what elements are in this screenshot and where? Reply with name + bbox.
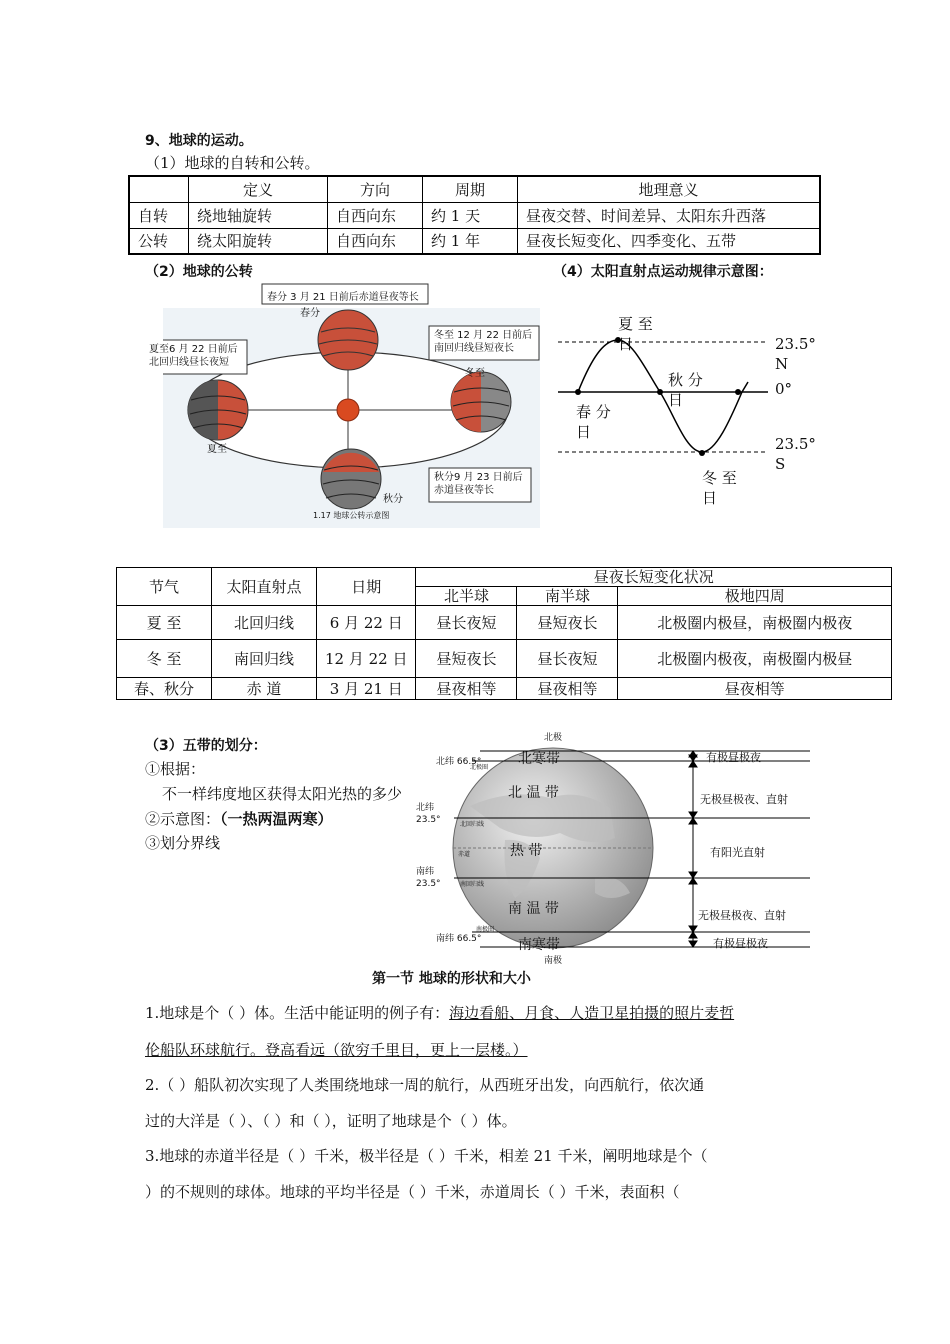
sine-spring-label: 春 分 日 [576, 403, 611, 441]
range-label-3: 有阳光直射 [710, 846, 765, 859]
orbit-top-caption: 春分 3 月 21 日前后赤道昼夜等长 [267, 292, 419, 303]
range-arrows [689, 751, 697, 947]
t2-r2-c4: 昼夜相等 [517, 678, 618, 700]
t2-r1-c1: 南回归线 [212, 640, 317, 678]
t2-h-change: 昼夜长短变化状况 [416, 568, 892, 587]
t1-r0-c0: 自转 [129, 202, 189, 228]
sub4-title: （4）太阳直射点运动规律示意图： [553, 264, 773, 280]
section9-title: 9、地球的运动。 [145, 133, 253, 149]
q3-b: ）的不规则的球体。地球的平均半径是（ ）千米，赤道周长（ ）千米，表面积（ [145, 1183, 680, 1201]
t1-h1: 定义 [189, 176, 328, 202]
t2-r2-c2: 3 月 21 日 [317, 678, 416, 700]
t2-r0-c5: 北极圈内极昼，南极圈内极夜 [618, 606, 892, 640]
s235-label: 南纬 23.5° [416, 867, 441, 889]
q2-a: 2.（ ）船队初次实现了人类围绕地球一周的航行，从西班牙出发，向西航行，依次通 [145, 1076, 705, 1094]
t2-r0-c0: 夏 至 [117, 606, 212, 640]
t2-h-point: 太阳直射点 [212, 568, 317, 606]
t2-r1-c0: 冬 至 [117, 640, 212, 678]
t2-r1-c4: 昼长夜短 [517, 640, 618, 678]
next-spring-point [735, 389, 741, 395]
sine-zero-label: 0° [775, 380, 793, 398]
t2-r2-c1: 赤 道 [212, 678, 317, 700]
t2-h-date: 日期 [317, 568, 416, 606]
sine-winter-label: 冬 至 日 [702, 469, 737, 507]
equator-label: 赤道 [458, 851, 471, 858]
sub1-title: （1）地球的自转和公转。 [145, 154, 320, 172]
t1-h3: 周期 [423, 176, 518, 202]
autumn-point [657, 389, 663, 395]
orbit-winter-note: 冬至 12 月 22 日前后 南回归线昼短夜长 [434, 330, 533, 354]
t1-h4: 地理意义 [518, 176, 821, 202]
section-title: 第一节 地球的形状和大小 [372, 971, 531, 987]
t1-h2: 方向 [328, 176, 423, 202]
basis-text: 不一样纬度地区获得太阳光热的多少 [162, 785, 403, 803]
t1-r1-c4: 昼夜长短变化、四季变化、五带 [518, 228, 821, 254]
orbit-figure [149, 282, 540, 528]
t1-r1-c3: 约 1 年 [423, 228, 518, 254]
boundary-label: ③划分界线 [145, 834, 221, 852]
zone-north-temperate: 北 温 带 [508, 785, 559, 801]
range-label-2: 无极昼极夜、直射 [700, 793, 788, 806]
t2-h-north: 北半球 [416, 587, 517, 606]
t2-r0-c3: 昼长夜短 [416, 606, 517, 640]
sine-summer-label: 夏 至 日 [618, 315, 653, 353]
t2-r2-c0: 春、秋分 [117, 678, 212, 700]
orbit-winter-label: 冬至 [465, 368, 485, 379]
q1-a: 1.地球是个（ ）体。生活中能证明的例子有： [145, 1004, 450, 1022]
orbit-figure-caption: 1.17 地球公转示意图 [313, 511, 390, 520]
earth-winter-icon [451, 372, 511, 432]
orbit-spring-label: 春分 [300, 308, 320, 319]
sub3-title: （3）五带的划分： [145, 738, 267, 754]
q1-line1 [145, 1002, 734, 1023]
s665-label: 南纬 66.5° [436, 934, 482, 944]
t2-r0-c4: 昼短夜长 [517, 606, 618, 640]
t1-r0-c2: 自西向东 [328, 202, 423, 228]
n665-label: 北纬 66.5° [436, 757, 482, 767]
basis-label: ①根据： [145, 760, 206, 778]
t2-h-jieqi: 节气 [117, 568, 212, 606]
t1-r0-c3: 约 1 天 [423, 202, 518, 228]
earth-autumn-icon [321, 449, 381, 509]
t1-r0-c1: 绕地轴旋转 [189, 202, 328, 228]
sun-point-diagram [556, 310, 816, 510]
orbit-summer-note: 夏至6 月 22 日前后 北回归线昼长夜短 [149, 344, 238, 368]
sine-n-label: 23.5° N [775, 335, 816, 373]
antarctic-label: 南极圈 [476, 926, 495, 933]
five-zones-figure [410, 728, 810, 966]
earth-summer-icon [188, 380, 248, 440]
t1-r0-c4: 昼夜交替、时间差异、太阳东升西落 [518, 202, 821, 228]
zone-south-temperate: 南 温 带 [508, 901, 559, 917]
q2-b: 过的大洋是（ ）、（ ）和（ ），证明了地球是个（ ）体。 [145, 1112, 517, 1130]
north-pole-label: 北极 [544, 733, 563, 743]
q1-c: 伦船队环球航行。登高看远（欲穷千里目，更上一层楼。） [145, 1041, 528, 1059]
t2-r2-c3: 昼夜相等 [416, 678, 517, 700]
tropic-n-label: 北回归线 [460, 821, 485, 828]
orbit-autumn-label: 秋分 [383, 494, 403, 505]
diagram-label: ②示意图： [145, 810, 221, 828]
q1-b: 海边看船、月食、人造卫星拍摄的照片麦哲 [449, 1004, 735, 1022]
arctic-label: 北极圈 [470, 764, 489, 771]
diagram-label-row [145, 808, 333, 829]
t2-r0-c2: 6 月 22 日 [317, 606, 416, 640]
diagram-bold: （一热两温两寒） [220, 810, 333, 828]
t1-r1-c2: 自西向东 [328, 228, 423, 254]
zone-torrid: 热 带 [510, 843, 543, 859]
t2-r1-c3: 昼短夜长 [416, 640, 517, 678]
sine-autumn-label: 秋 分 日 [668, 371, 703, 409]
t2-r1-c5: 北极圈内极夜，南极圈内极昼 [618, 640, 892, 678]
orbit-autumn-note: 秋分9 月 23 日前后 赤道昼夜等长 [434, 472, 523, 496]
spring-point [575, 389, 581, 395]
tropic-s-label: 南回归线 [460, 881, 485, 888]
range-label-5: 有极昼极夜 [713, 937, 768, 950]
t2-h-south: 南半球 [517, 587, 618, 606]
solar-terms-table [116, 567, 892, 700]
t1-h0 [129, 176, 189, 202]
sub2-title: （2）地球的公转 [145, 264, 253, 280]
rotation-revolution-table [128, 175, 821, 255]
orbit-summer-label: 夏至 [207, 444, 227, 455]
sun-icon [337, 399, 359, 421]
range-label-4: 无极昼极夜、直射 [698, 909, 786, 922]
winter-point [699, 450, 705, 456]
zone-south-frigid: 南寒带 [518, 937, 560, 953]
range-label-1: 有极昼极夜 [706, 751, 761, 764]
t1-r1-c1: 绕太阳旋转 [189, 228, 328, 254]
q3-a: 3.地球的赤道半径是（ ）千米，极半径是（ ）千米，相差 21 千米，阐明地球是个（ [145, 1147, 708, 1165]
zone-north-frigid: 北寒带 [518, 751, 560, 767]
earth-spring-icon [318, 310, 378, 370]
t1-r1-c0: 公转 [129, 228, 189, 254]
t2-r0-c1: 北回归线 [212, 606, 317, 640]
south-pole-label: 南极 [544, 956, 563, 966]
n235-label: 北纬 23.5° [416, 803, 441, 825]
t2-r1-c2: 12 月 22 日 [317, 640, 416, 678]
sine-s-label: 23.5° S [775, 435, 816, 473]
t2-r2-c5: 昼夜相等 [618, 678, 892, 700]
t2-h-polar: 极地四周 [618, 587, 892, 606]
